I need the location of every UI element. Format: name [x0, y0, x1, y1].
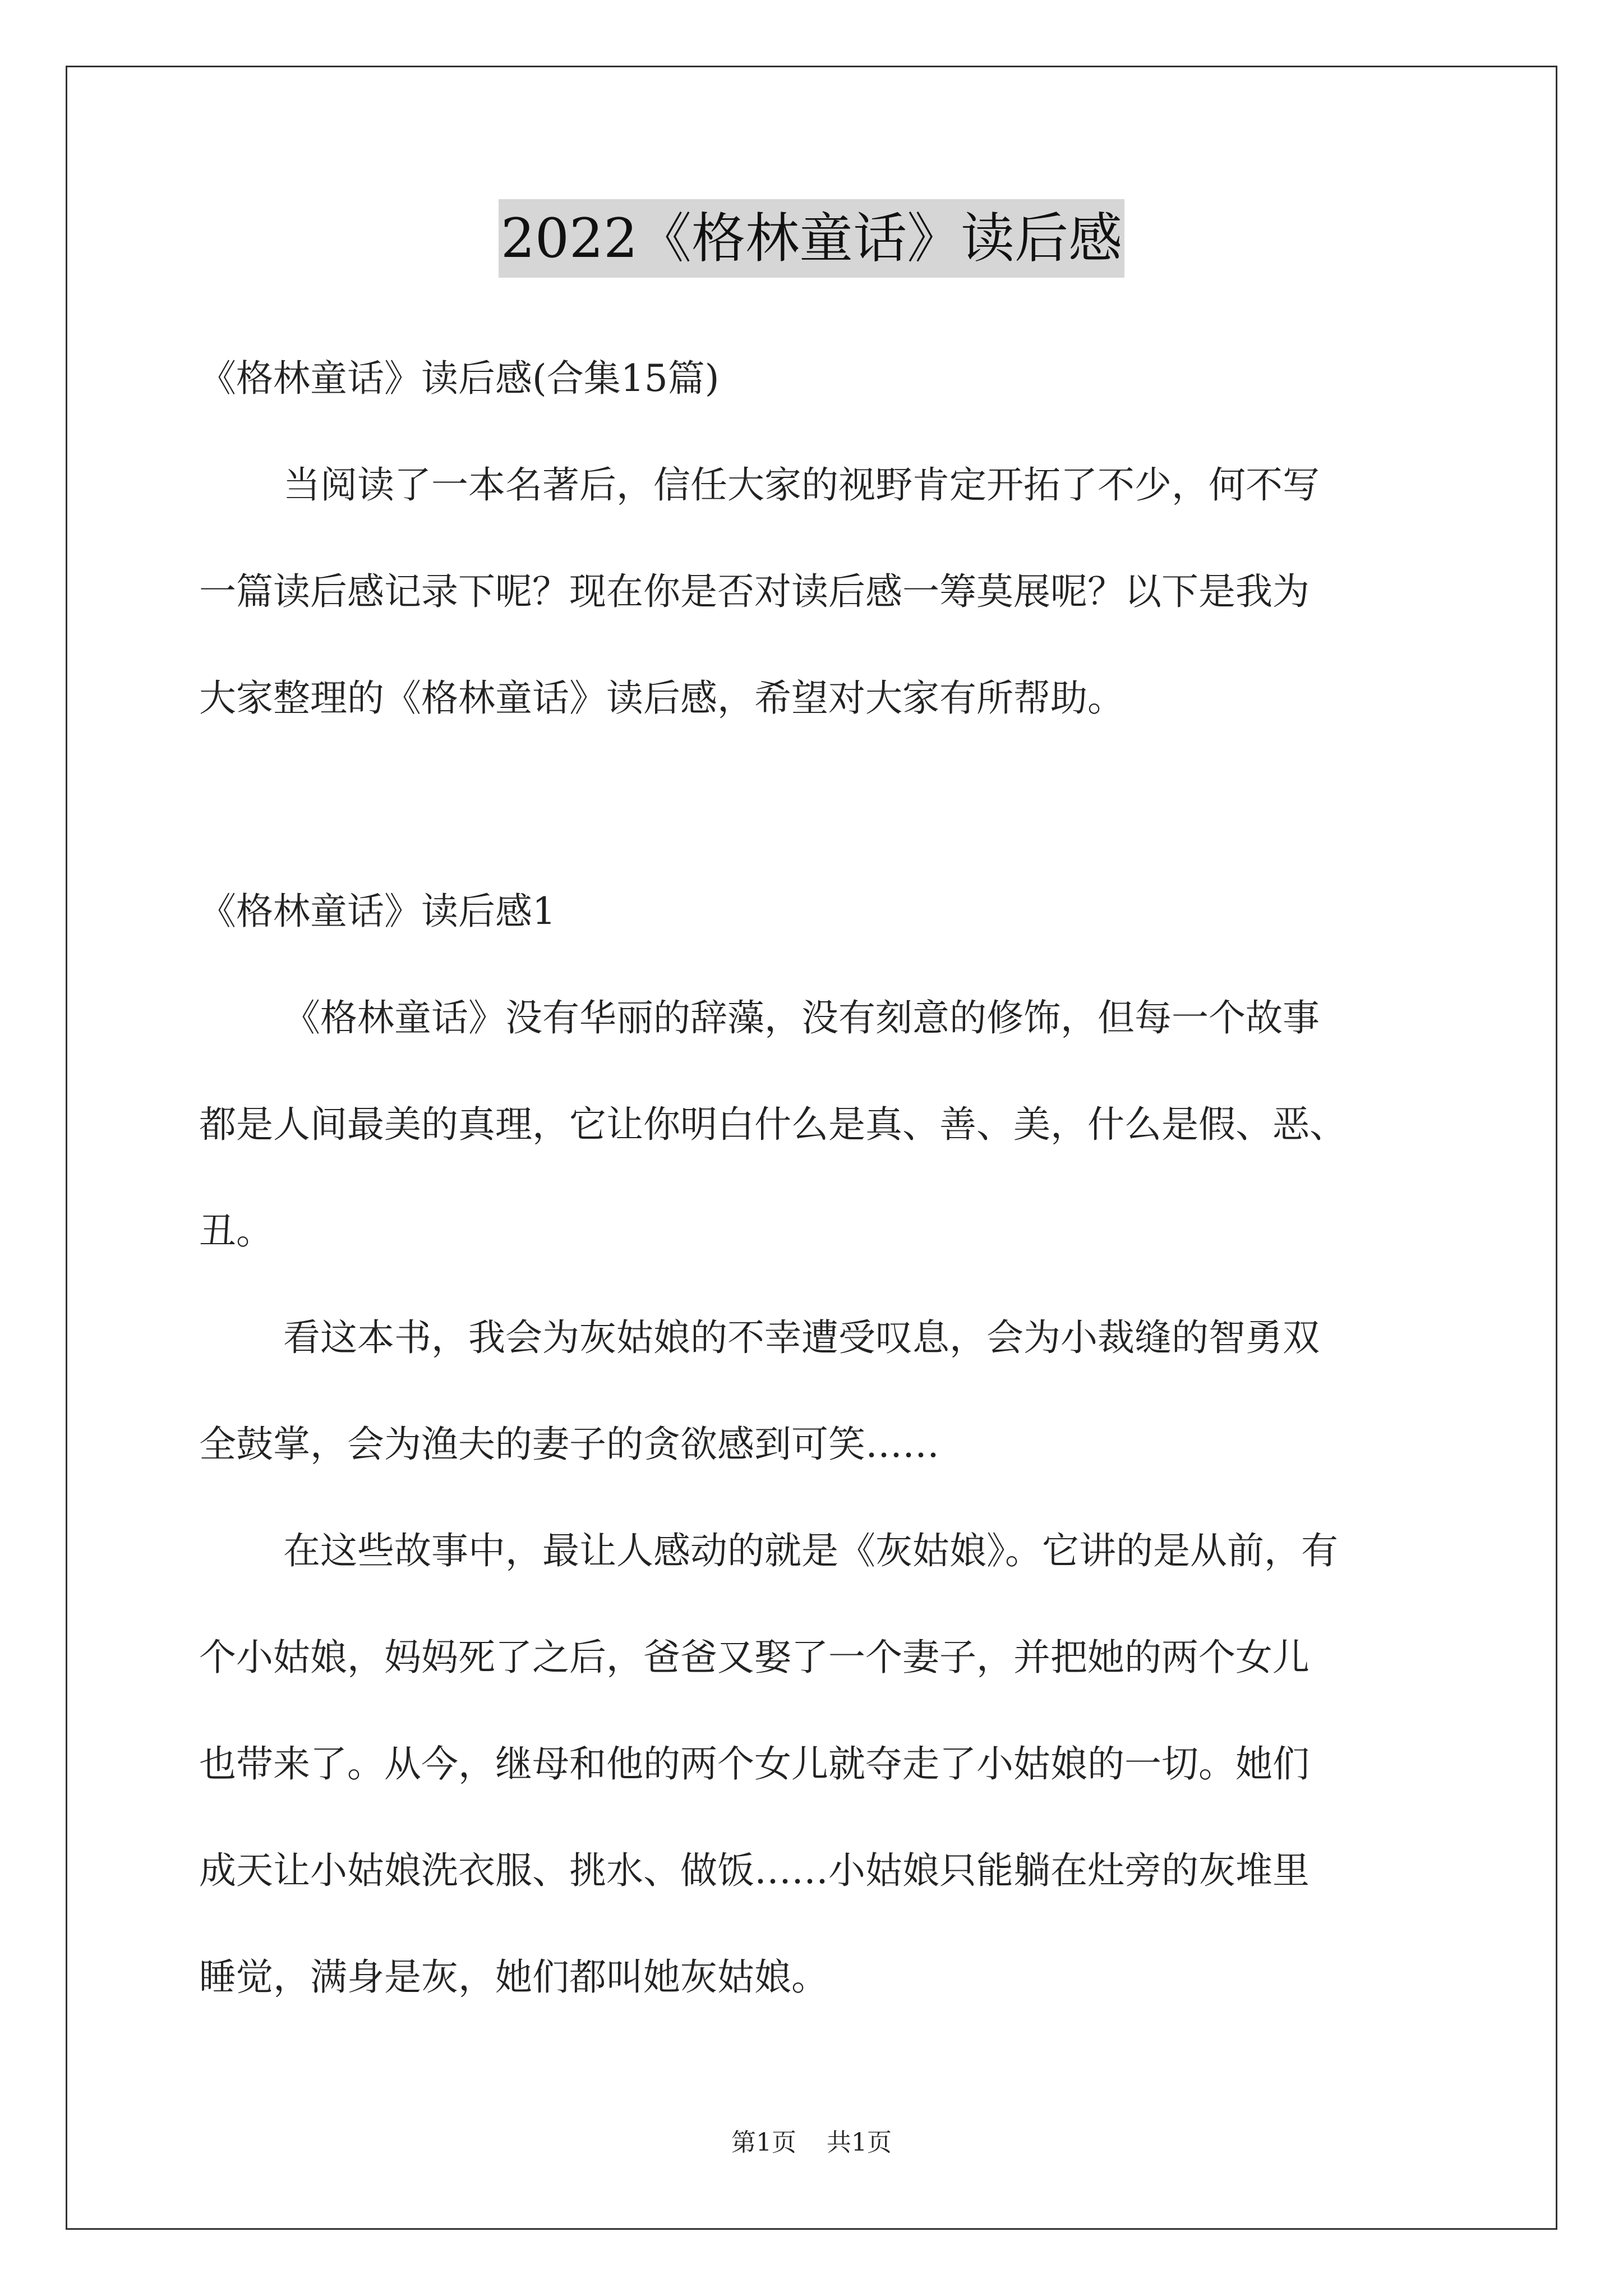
document-subtitle: 《格林童话》读后感(合集15篇) [199, 357, 720, 400]
paragraph-line: 《格林童话》没有华丽的辞藻，没有刻意的修饰，但每一个故事 [283, 996, 1320, 1039]
paragraph-line: 也带来了。从今，继母和他的两个女儿就夺走了小姑娘的一切。她们 [199, 1742, 1310, 1786]
paragraph-line: 都是人间最美的真理，它让你明白什么是真、善、美，什么是假、恶、 [199, 1103, 1347, 1146]
title-container [0, 199, 1623, 278]
paragraph-line: 成天让小姑娘洗衣服、挑水、做饭……小姑娘只能躺在灶旁的灰堆里 [199, 1849, 1310, 1892]
page-footer [0, 2126, 1623, 2160]
paragraph-line: 在这些故事中，最让人感动的就是《灰姑娘》。它讲的是从前，有 [283, 1529, 1338, 1572]
intro-line: 当阅读了一本名著后，信任大家的视野肯定开拓了不少，何不写 [283, 463, 1320, 507]
intro-line: 一篇读后感记录下呢？现在你是否对读后感一筹莫展呢？以下是我为 [199, 570, 1310, 613]
intro-line: 大家整理的《格林童话》读后感，希望对大家有所帮助。 [199, 677, 1124, 720]
section-heading: 《格林童话》读后感1 [199, 890, 556, 933]
page-total: 共1页 [827, 2128, 892, 2157]
paragraph-line: 全鼓掌，会为渔夫的妻子的贪欲感到可笑…… [199, 1423, 939, 1466]
paragraph-line: 个小姑娘，妈妈死了之后，爸爸又娶了一个妻子，并把她的两个女儿 [199, 1636, 1310, 1679]
document-title: 2022《格林童话》读后感 [499, 199, 1124, 278]
paragraph-line: 睡觉，满身是灰，她们都叫她灰姑娘。 [199, 1955, 828, 1999]
paragraph-line: 丑。 [199, 1209, 273, 1253]
paragraph-line: 看这本书，我会为灰姑娘的不幸遭受叹息，会为小裁缝的智勇双 [283, 1316, 1320, 1359]
page-number: 第1页 [731, 2128, 796, 2157]
